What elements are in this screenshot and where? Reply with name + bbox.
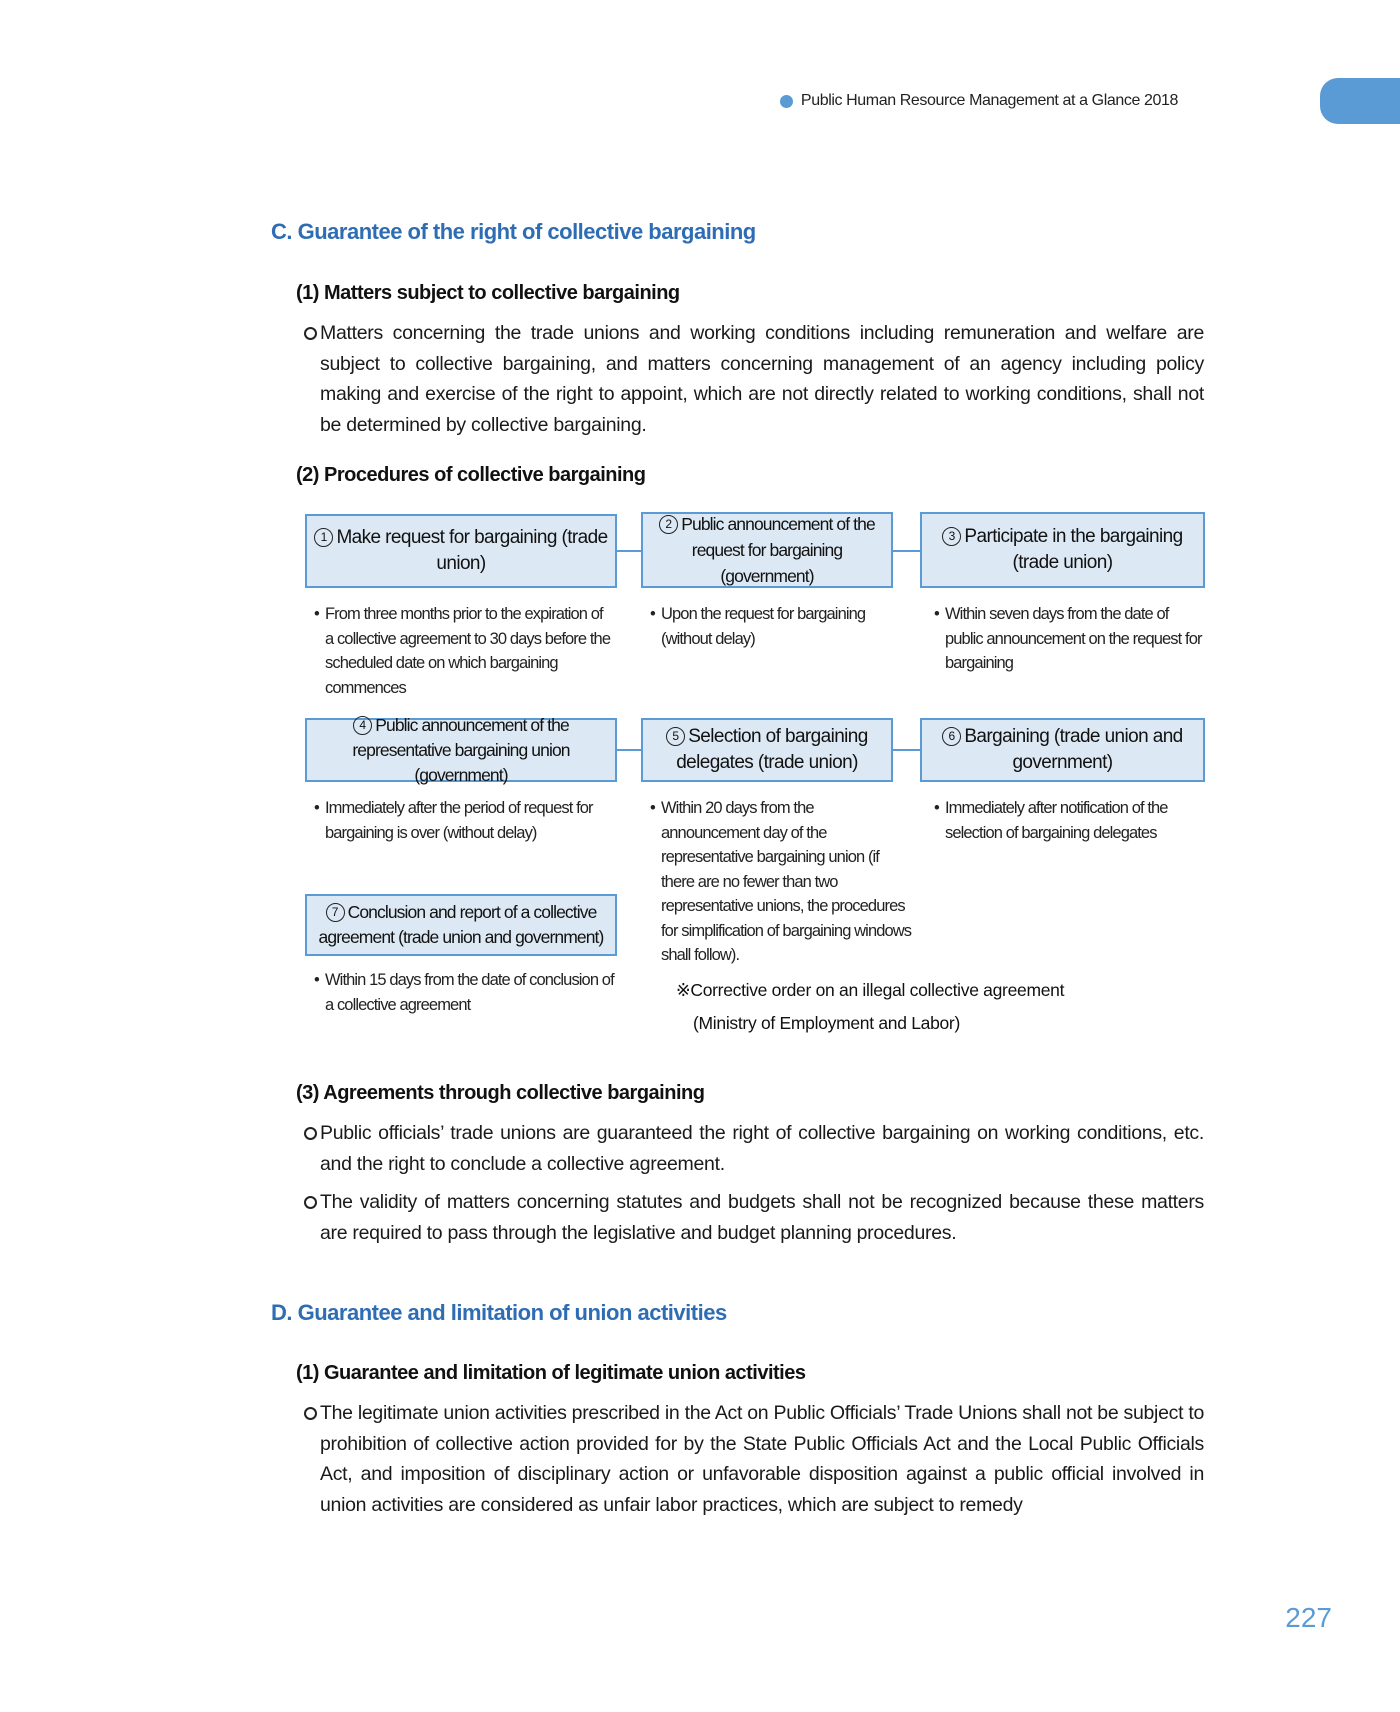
step-label: Participate in the bargaining (trade union) xyxy=(964,526,1183,573)
step-label: Make request for bargaining (trade union) xyxy=(336,527,608,574)
circle-bullet-icon xyxy=(304,327,317,340)
connector xyxy=(617,749,641,751)
step-label: Public announcement of the representative bargaining union (government) xyxy=(352,714,570,785)
section-c-title: C. Guarantee of the right of collective bargaining xyxy=(271,219,756,244)
step-number: 5 xyxy=(666,727,685,746)
header-title: Public Human Resource Management at a Glance 2018 xyxy=(800,92,1178,109)
sub2-title: (2) Procedures of collective bargaining xyxy=(296,464,646,486)
step-4-note: • Immediately after the period of request for bargaining is over (without delay) xyxy=(314,799,593,842)
sub1-title: (1) Matters subject to collective bargaining xyxy=(296,282,680,304)
circle-bullet-icon xyxy=(304,1127,317,1140)
running-header xyxy=(780,92,1178,110)
corrective-line-2: (Ministry of Employment and Labor) xyxy=(693,1013,960,1033)
step-number: 3 xyxy=(942,527,961,546)
step-2-note: • Upon the request for bargaining (without delay) xyxy=(650,605,866,648)
page-number: 227 xyxy=(1285,1602,1332,1633)
section-d-title: D. Guarantee and limitation of union activities xyxy=(271,1300,727,1325)
step-5-note: • Within 20 days from the announcement day of the representative bargaining union (if there are no fewer than two representative unions, the procedures for simplification of bargaining windows shall follow). xyxy=(650,799,912,964)
section-d-paragraph xyxy=(304,1398,1204,1520)
step-label: Bargaining (trade union and government) xyxy=(964,726,1183,773)
step-number: 4 xyxy=(353,716,372,735)
corrective-line-1: ※Corrective order on an illegal collective agreement xyxy=(676,980,1065,1000)
step-number: 2 xyxy=(659,515,678,534)
step-number: 6 xyxy=(942,727,961,746)
sub3-title: (3) Agreements through collective bargaining xyxy=(296,1082,705,1104)
header-tab-decoration xyxy=(1320,78,1400,124)
connector xyxy=(617,550,641,552)
paragraph-text: Public officials’ trade unions are guaranteed the right of collective bargaining on working conditions, etc. and the right to conclude a collective agreement. xyxy=(320,1122,1204,1175)
sub1-paragraph xyxy=(304,318,1204,440)
paragraph-text: The legitimate union activities prescribed in the Act on Public Officials’ Trade Unions shall not be subject to prohibition of collective action provided for by the State Public Officials Act and the Local Public Officials Act, and imposition of disciplinary action or unfavorable disposition against a public official involved in union activities are considered as unfair labor practices, which are subject to remedy xyxy=(320,1402,1204,1516)
step-label: Selection of bargaining delegates (trade union) xyxy=(676,726,868,773)
circle-bullet-icon xyxy=(304,1196,317,1209)
step-2-box xyxy=(641,512,893,588)
step-1-box xyxy=(305,514,617,588)
step-3-note: • Within seven days from the date of public announcement on the request for bargaining xyxy=(934,605,1202,672)
paragraph-text: The validity of matters concerning statutes and budgets shall not be recognized because these matters are required to pass through the legislative and budget planning procedures. xyxy=(320,1191,1204,1244)
circle-bullet-icon xyxy=(304,1407,317,1420)
step-4-box xyxy=(305,714,617,785)
sub3-paragraph-2 xyxy=(304,1187,1204,1248)
step-3-box xyxy=(920,512,1205,588)
step-number: 7 xyxy=(326,903,345,922)
step-6-note: • Immediately after notification of the selection of bargaining delegates xyxy=(934,799,1168,842)
connector xyxy=(893,550,920,552)
section-d-sub1-title: (1) Guarantee and limitation of legitimate union activities xyxy=(296,1362,806,1384)
corrective-order-note xyxy=(676,974,1064,1040)
step-5-box xyxy=(641,718,893,782)
step-1-note: • From three months prior to the expiration of a collective agreement to 30 days before the scheduled date on which bargaining commences xyxy=(314,605,611,697)
connector xyxy=(893,749,920,751)
step-7-box xyxy=(305,894,617,956)
step-number: 1 xyxy=(314,528,333,547)
step-7-note: • Within 15 days from the date of conclusion of a collective agreement xyxy=(314,971,614,1014)
step-label: Conclusion and report of a collective agreement (trade union and government) xyxy=(318,902,604,947)
step-label: Public announcement of the request for bargaining (government) xyxy=(681,514,875,586)
paragraph-text: Matters concerning the trade unions and working conditions including remuneration and welfare are subject to collective bargaining, and matters concerning management of an agency including policy making and exercise of the right to appoint, which are not directly related to working conditions, shall not be determined by collective bargaining. xyxy=(320,322,1204,436)
step-6-box xyxy=(920,718,1205,782)
header-bullet-icon xyxy=(780,95,793,108)
sub3-paragraph-1 xyxy=(304,1118,1204,1179)
